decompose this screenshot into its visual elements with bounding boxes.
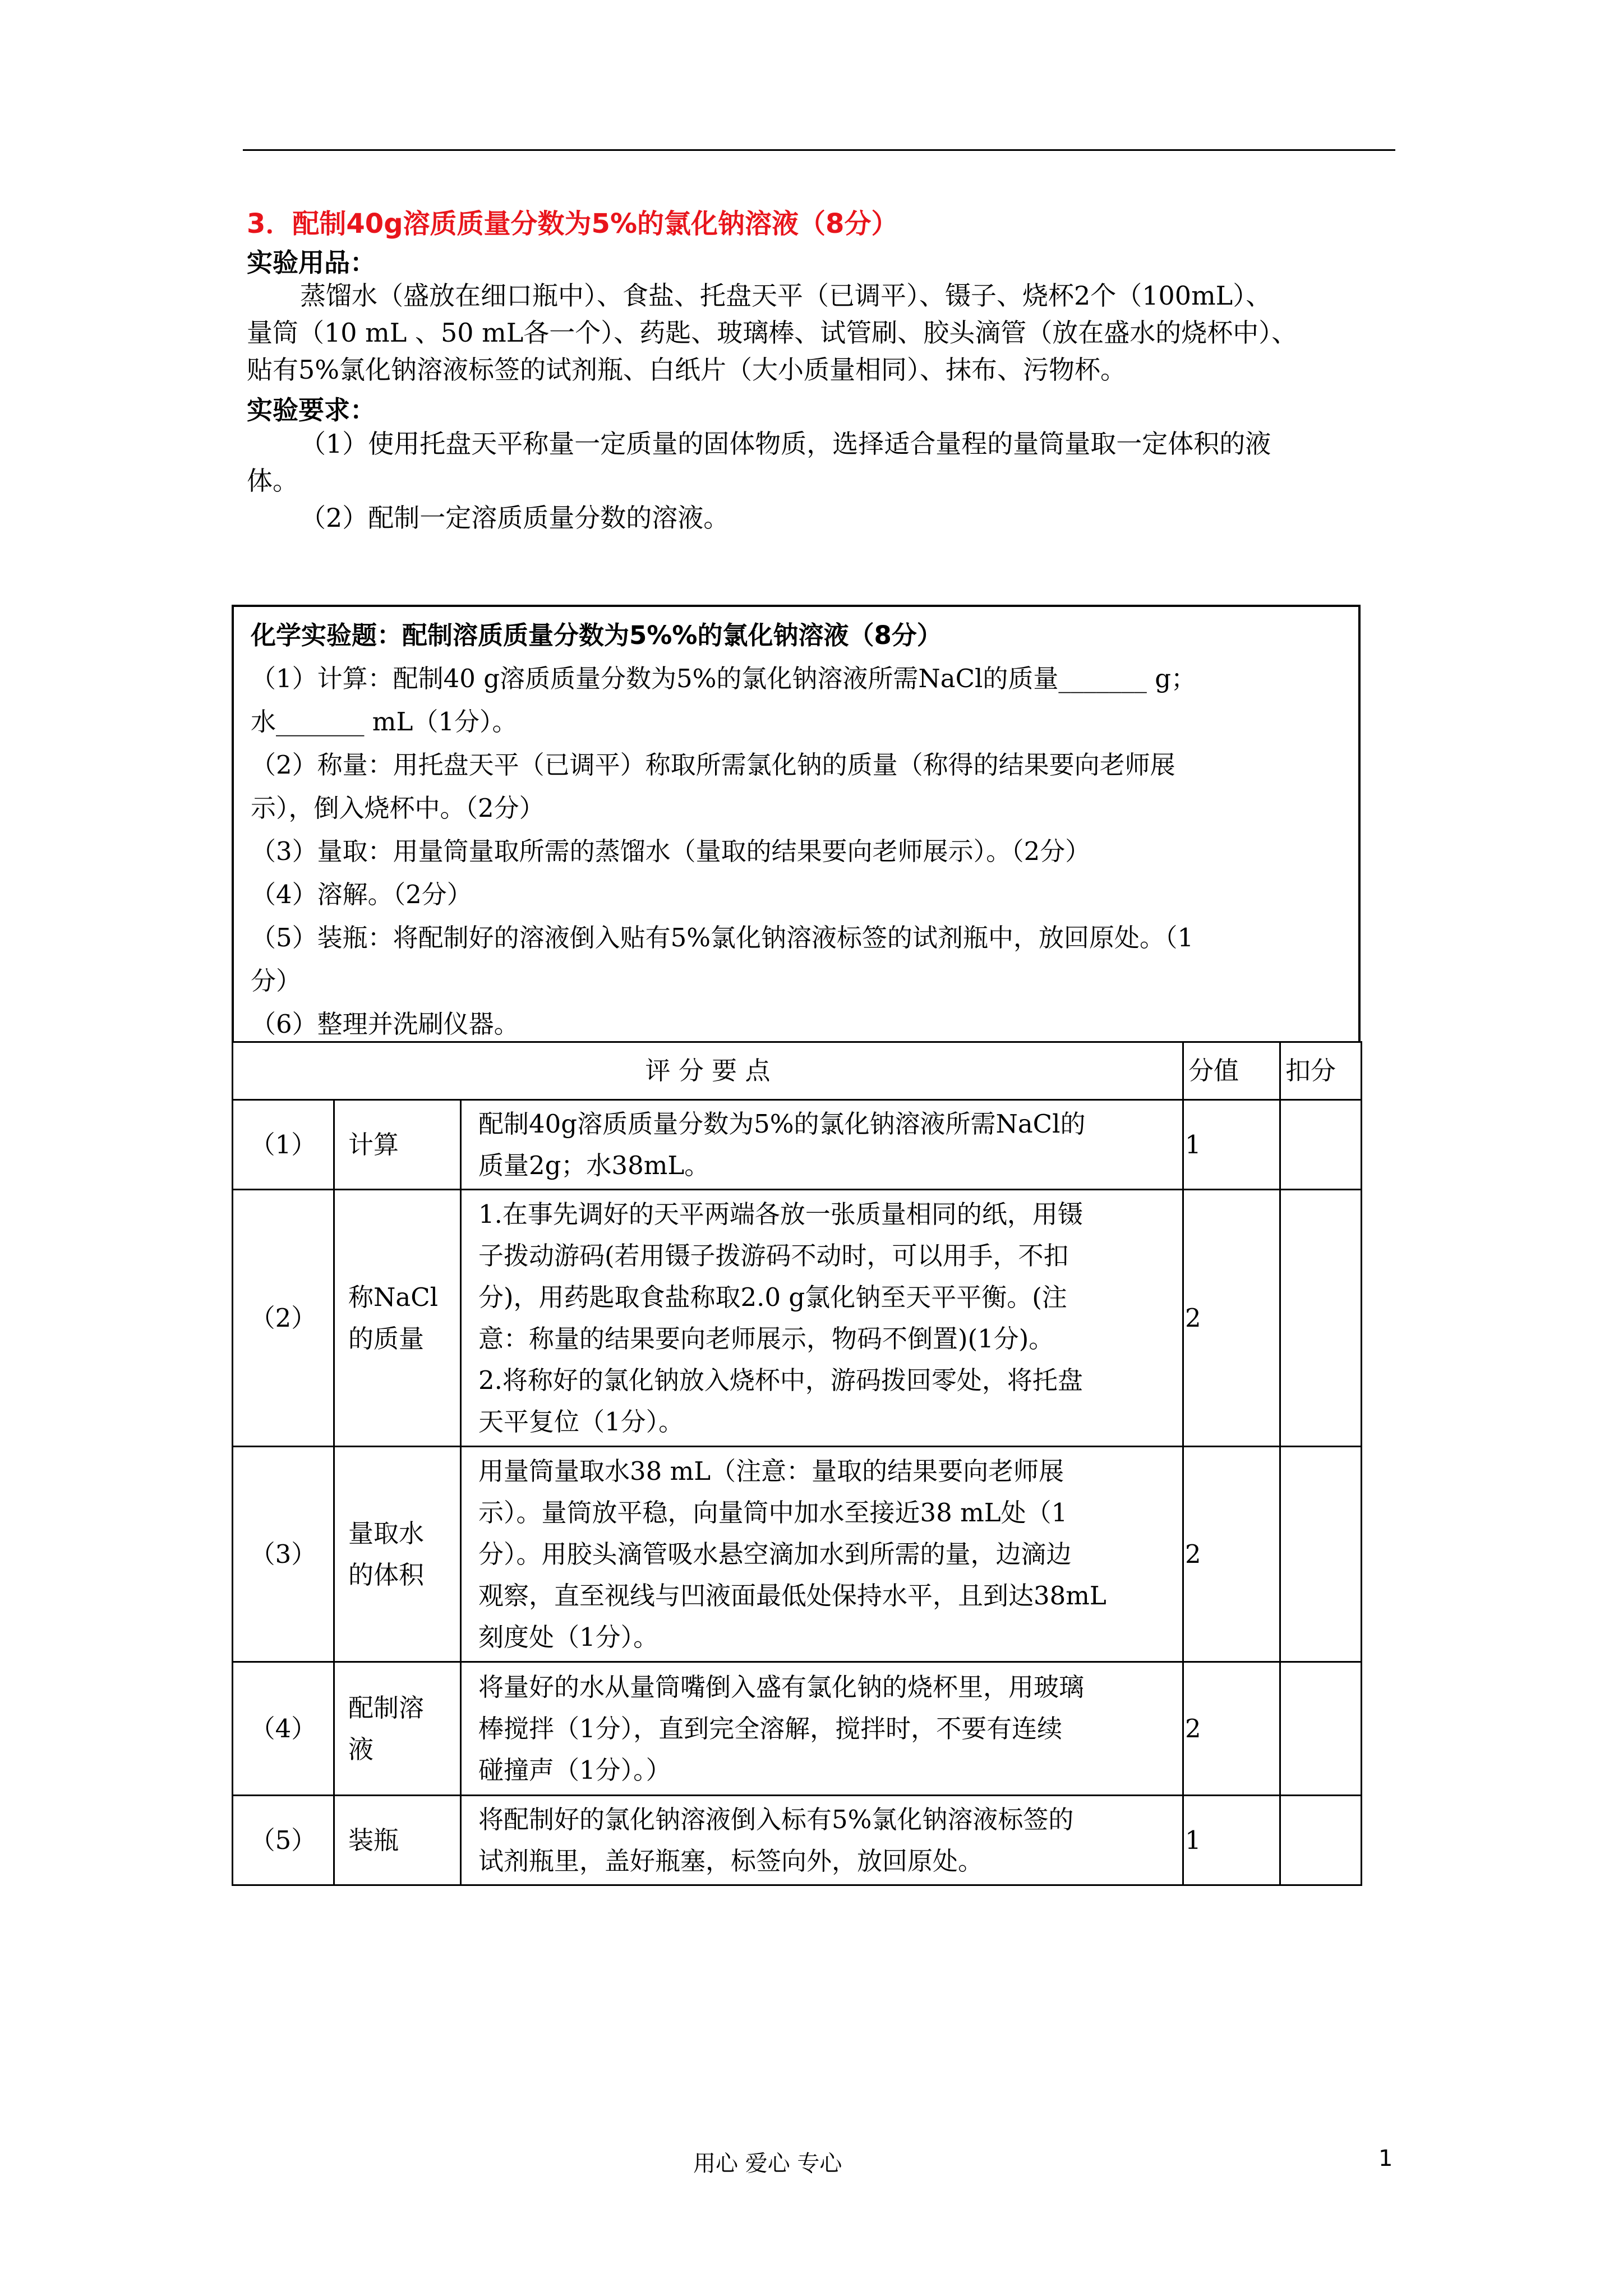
row-score: 2: [1183, 1447, 1280, 1662]
materials-line: 量筒（10 mL 、50 mL各一个）、药匙、玻璃棒、试管刷、胶头滴管（放在盛水的烧杯中）、: [247, 318, 1298, 348]
desc-line: 2.将称好的氯化钠放入烧杯中，游码拨回零处，将托盘: [478, 1365, 1083, 1395]
row-number: （5）: [233, 1796, 334, 1885]
desc-line: 试剂瓶里，盖好瓶塞，标签向外，放回原处。: [478, 1846, 984, 1876]
row-number: （2）: [233, 1190, 334, 1447]
requirements-heading: 实验要求：: [247, 395, 376, 425]
requirements-line: （1）使用托盘天平称量一定质量的固体物质，选择适合量程的量筒量取一定体积的液: [300, 429, 1271, 459]
row-step: [334, 1100, 461, 1190]
row-deduct: [1280, 1100, 1362, 1190]
question-line: （5）装瓶：将配制好的溶液倒入贴有5%氯化钠溶液标签的试剂瓶中，放回原处。（1: [251, 923, 1194, 953]
question-box: [232, 605, 1361, 1042]
desc-line: 将量好的水从量筒嘴倒入盛有氯化钠的烧杯里，用玻璃: [478, 1672, 1085, 1702]
row-description: [461, 1447, 1183, 1662]
score-table: [232, 1041, 1362, 1886]
desc-line: 分）。用胶头滴管吸水悬空滴加水到所需的量，边滴边: [478, 1539, 1072, 1569]
row-number: （3）: [233, 1447, 334, 1662]
table-row: [233, 1662, 1362, 1796]
row-description: [461, 1796, 1183, 1885]
requirements-line: （2）配制一定溶质质量分数的溶液。: [300, 503, 730, 533]
question-line: （4）溶解。（2分）: [251, 880, 472, 909]
step-line: 装瓶: [348, 1825, 399, 1855]
desc-line: 天平复位（1分）。: [478, 1406, 684, 1437]
materials-line: 蒸馏水（盛放在细口瓶中）、食盐、托盘天平（已调平）、镊子、烧杯2个（100mL）、: [300, 280, 1272, 311]
row-score: 2: [1183, 1190, 1280, 1447]
step-line: 称NaCl: [348, 1282, 439, 1312]
desc-line: 分)，用药匙取食盐称取2.0 g氯化钠至天平平衡。(注: [478, 1282, 1067, 1312]
question-line: 示），倒入烧杯中。（2分）: [251, 793, 545, 823]
section-title: 3．配制40g溶质质量分数为5%的氯化钠溶液（8分）: [247, 208, 898, 240]
desc-line: 将配制好的氯化钠溶液倒入标有5%氯化钠溶液标签的: [478, 1804, 1074, 1834]
row-deduct: [1280, 1796, 1362, 1885]
materials-line: 贴有5%氯化钠溶液标签的试剂瓶、白纸片（大小质量相同）、抹布、污物杯。: [247, 355, 1126, 385]
requirements-text: [247, 425, 1396, 536]
row-score: 1: [1183, 1100, 1280, 1190]
table-row: [233, 1796, 1362, 1885]
question-line: （1）计算：配制40 g溶质质量分数为5%的氯化钠溶液所需NaCl的质量_______ g；: [251, 664, 1197, 693]
row-deduct: [1280, 1662, 1362, 1796]
desc-line: 示）。量筒放平稳，向量筒中加水至接近38 mL处（1: [478, 1497, 1068, 1527]
row-step: [334, 1447, 461, 1662]
desc-line: 质量2g；水38mL。: [478, 1150, 710, 1180]
desc-line: 观察，直至视线与凹液面最低处保持水平，且到达38mL: [478, 1580, 1106, 1611]
row-step: [334, 1662, 461, 1796]
step-line: 的质量: [348, 1323, 425, 1354]
row-step: [334, 1796, 461, 1885]
question-line: （6）整理并洗刷仪器。: [251, 1009, 519, 1039]
question-line: （3）量取：用量筒量取所需的蒸馏水（量取的结果要向老师展示）。（2分）: [251, 836, 1091, 866]
desc-line: 碰撞声（1分）。）: [478, 1755, 671, 1785]
materials-text: [247, 277, 1396, 388]
row-description: [461, 1100, 1183, 1190]
desc-line: 子拨动游码(若用镊子拨游码不动时，可以用手，不扣: [478, 1240, 1069, 1271]
score-header: 分值: [1183, 1042, 1280, 1100]
desc-line: 刻度处（1分）。: [478, 1622, 659, 1652]
page-number: 1: [1378, 2146, 1393, 2171]
desc-line: 用量筒量取水38 mL（注意：量取的结果要向老师展: [478, 1456, 1064, 1486]
step-line: 的体积: [348, 1559, 425, 1590]
desc-line: 棒搅拌（1分），直到完全溶解，搅拌时，不要有连续: [478, 1713, 1063, 1743]
row-number: （1）: [233, 1100, 334, 1190]
step-line: 计算: [348, 1129, 399, 1159]
footer-motto: 用心 爱心 专心: [693, 2151, 842, 2177]
row-description: [461, 1190, 1183, 1447]
table-row: [233, 1447, 1362, 1662]
requirements-line: 体。: [247, 466, 298, 496]
row-deduct: [1280, 1447, 1362, 1662]
question-line: 分）: [251, 966, 302, 996]
question-line: 水_______ mL（1分）。: [251, 707, 518, 737]
table-row: [233, 1100, 1362, 1190]
deduct-header: 扣分: [1280, 1042, 1362, 1100]
row-score: 1: [1183, 1796, 1280, 1885]
step-line: 配制溶: [348, 1692, 425, 1723]
materials-heading: 实验用品：: [247, 247, 376, 278]
desc-line: 配制40g溶质质量分数为5%的氯化钠溶液所需NaCl的: [478, 1108, 1086, 1139]
question-line: （2）称量：用托盘天平（已调平）称取所需氯化钠的质量（称得的结果要向老师展: [251, 750, 1175, 780]
row-score: 2: [1183, 1662, 1280, 1796]
step-line: 液: [348, 1734, 374, 1764]
points-header: 评 分 要 点: [233, 1042, 1183, 1100]
row-step: [334, 1190, 461, 1447]
desc-line: 意：称量的结果要向老师展示，物码不倒置)(1分)。: [478, 1323, 1054, 1354]
question-heading: 化学实验题：配制溶质质量分数为5%%的氯化钠溶液（8分）: [251, 620, 942, 650]
row-description: [461, 1662, 1183, 1796]
table-row: [233, 1190, 1362, 1447]
header-rule: [243, 149, 1395, 151]
step-line: 量取水: [348, 1518, 425, 1548]
row-number: （4）: [233, 1662, 334, 1796]
score-table-header: [233, 1042, 1362, 1100]
desc-line: 1.在事先调好的天平两端各放一张质量相同的纸，用镊: [478, 1199, 1083, 1229]
row-deduct: [1280, 1190, 1362, 1447]
